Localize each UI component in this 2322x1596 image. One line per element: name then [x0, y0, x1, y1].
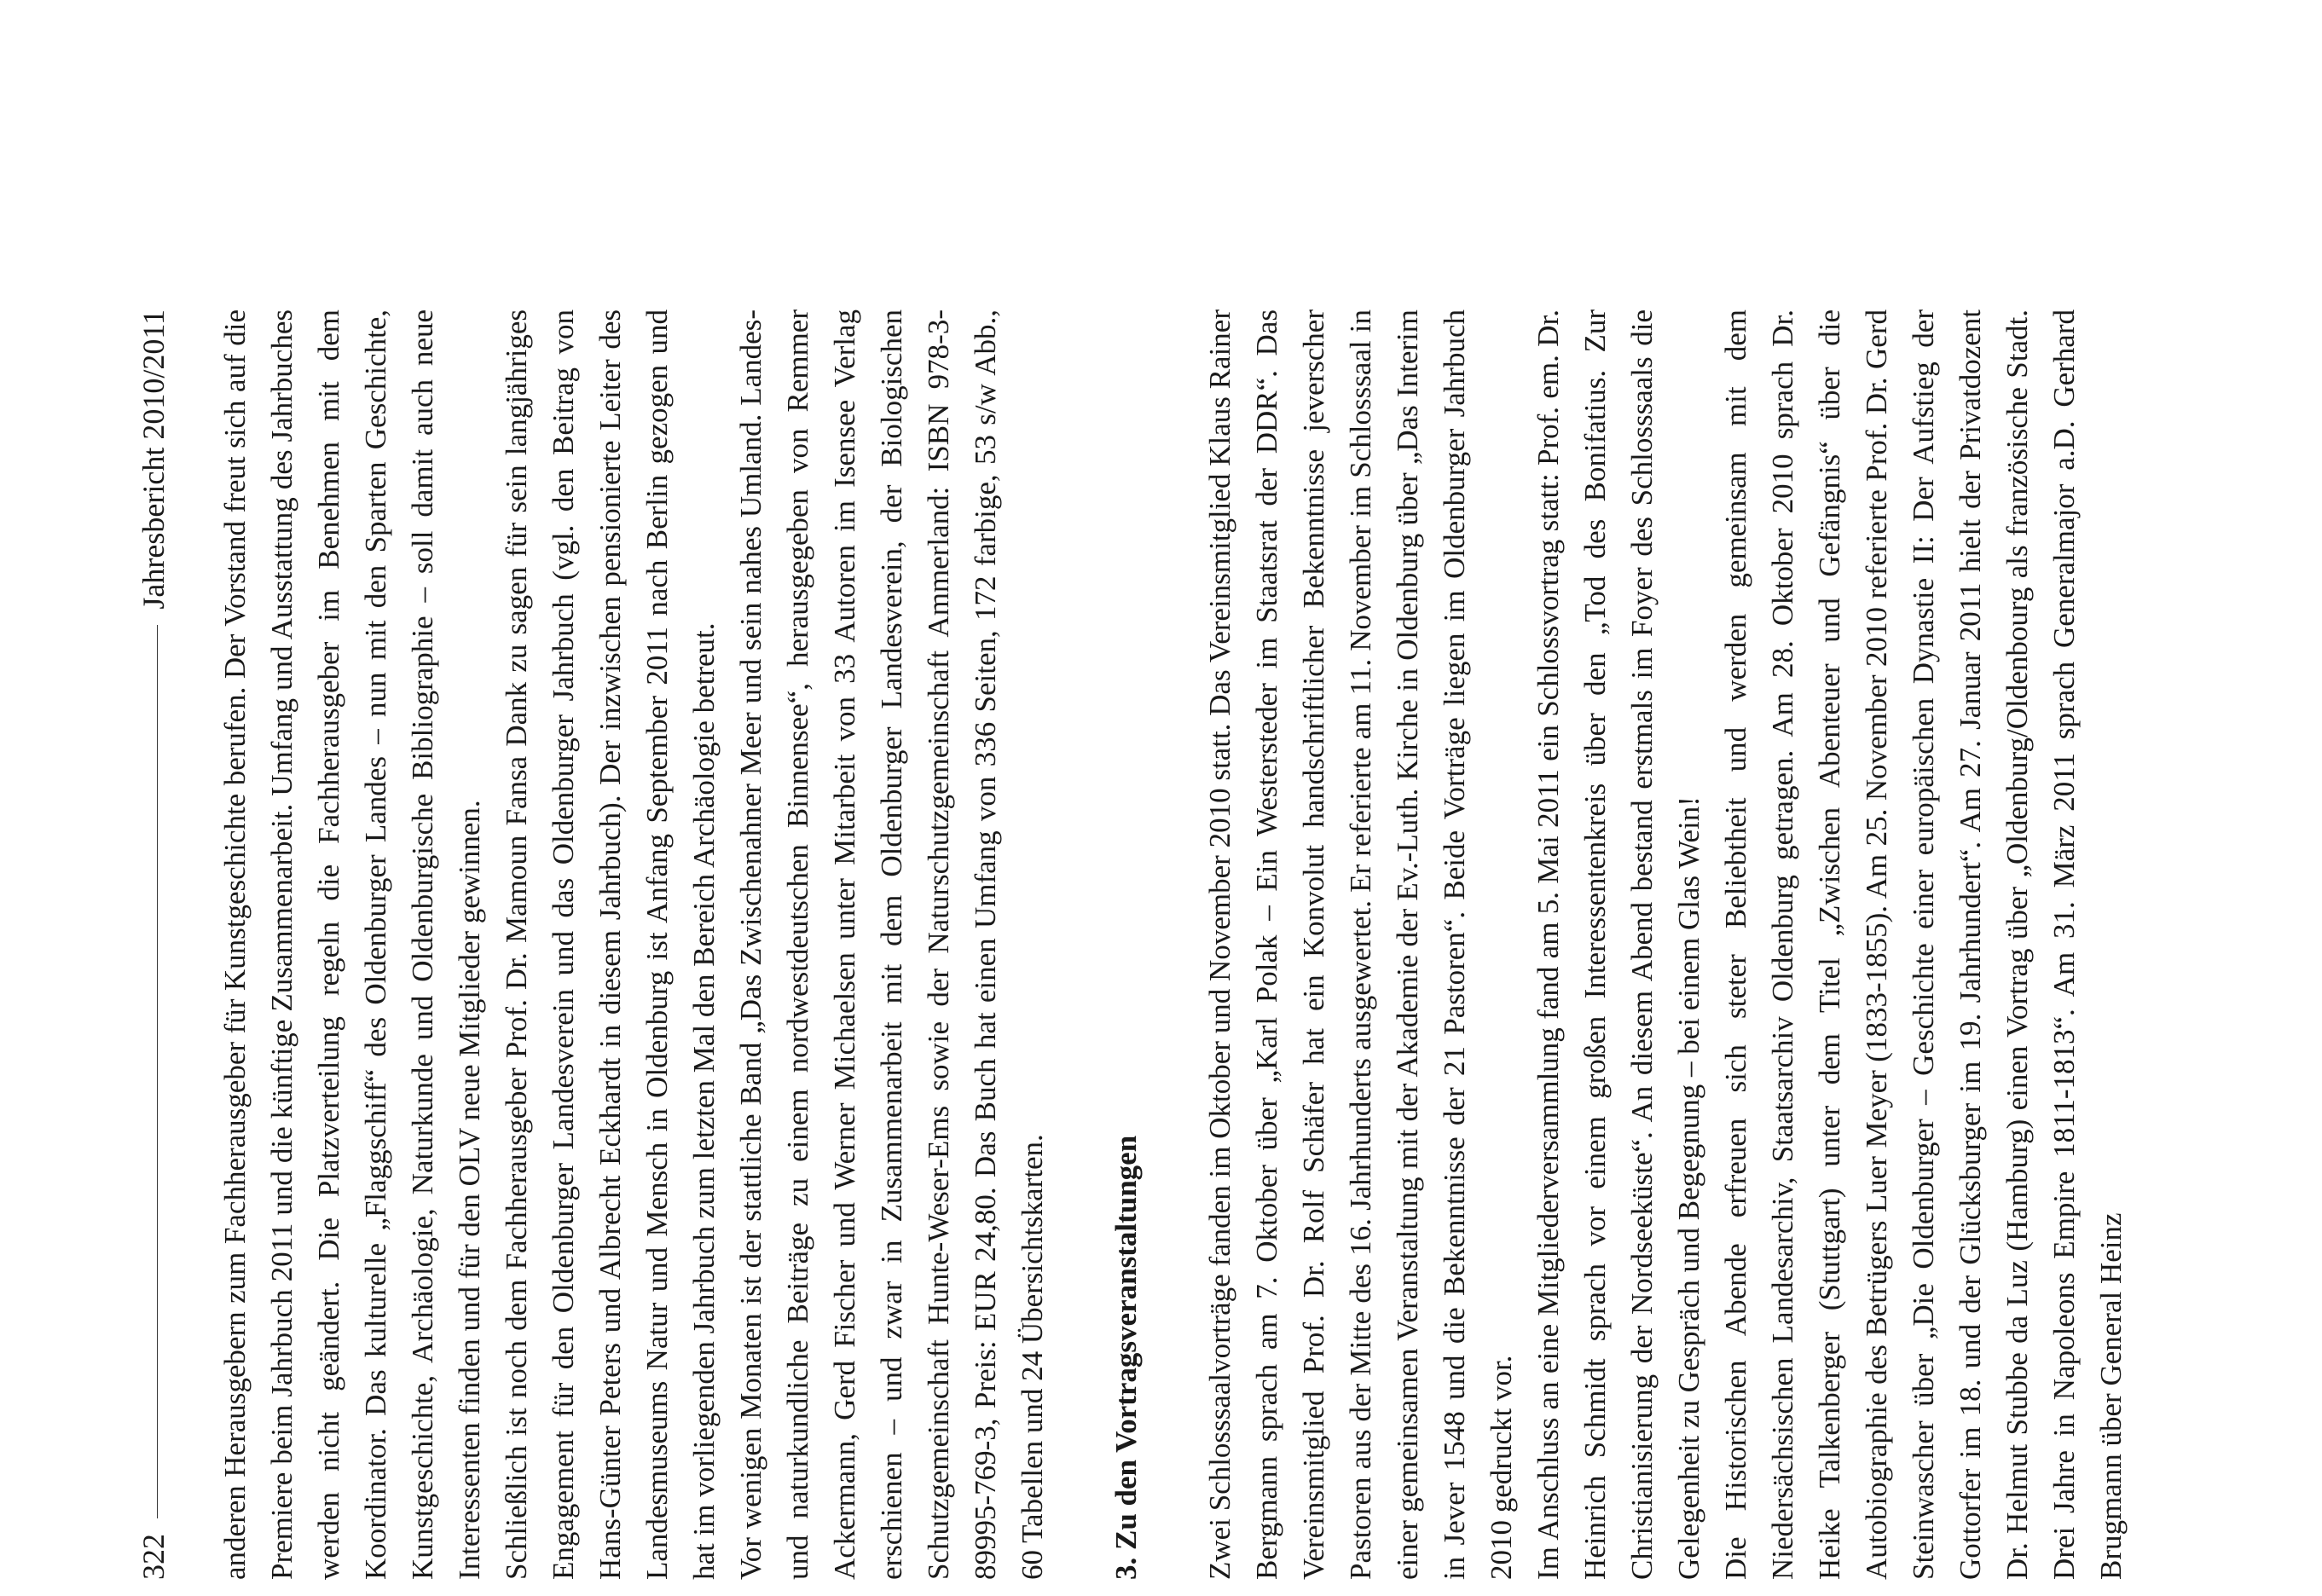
journal-title: Jahresbericht 2010/2011: [136, 309, 171, 610]
rotated-book-page: [128, 309, 2180, 1580]
paragraph-fansa: Schließlich ist noch dem Fachherausgeber Prof. Dr. Mamoun Fansa Dank zu sagen für sein langjähriges Engagement für den Oldenburger Landesverein und das Oldenburger Jahrbuch (vgl. den Beitrag von Hans-Günter Peters und Albrecht Eckhardt in diesem Jahrbuch). Der inzwischen pensionierte Leiter des Landesmuseums Natur und Mensch in Oldenburg ist Anfang September 2011 nach Berlin gezogen und hat im vorliegenden Jahrbuch zum letzten Mal den Bereich Archäologie betreut.: [500, 309, 721, 1580]
paragraph-mitgliederversammlung: Im Anschluss an eine Mitgliederversammlung fand am 5. Mai 2011 ein Schlossvortrag statt: Prof. em. Dr. Heinrich Schmidt sprach vor einem großen Interessentenkreis über den „Tod des Bonifatius. Zur Christianisierung der Nordseeküste“. An diesem Abend bestand erstmals im Foyer des Schlosssaals die Gelegenheit zu Gespräch und Begegnung – bei einem Glas Wein!: [1532, 309, 1705, 1580]
paragraph-schlosssaalvortraege: Zwei Schlosssaalvorträge fanden im Oktober und November 2010 statt. Das Vereinsmitglied Klaus Rainer Bergmann sprach am 7. Oktober über „Karl Polak – Ein Westersteder im Staatsrat der DDR“. Das Vereinsmitglied Prof. Dr. Rolf Schäfer hat ein Konvolut handschriftlicher Bekenntnisse jeverscher Pastoren aus der Mitte des 16. Jahrhunderts ausgewertet. Er referierte am 11. November im Schlosssaal in einer gemeinsamen Veranstaltung mit der Akademie der Ev.-Luth. Kirche in Oldenburg über „Das Interim in Jever 1548 und die Bekenntnisse der 21 Pastoren“. Beide Vorträge liegen im Oldenburger Jahrbuch 2010 gedruckt vor.: [1203, 309, 1518, 1580]
paragraph-flaggschiff: anderen Herausgebern zum Fachherausgeber für Kunstgeschichte berufen. Der Vorstand freut sich auf die Premiere beim Jahrbuch 2011 und die künftige Zusammenarbeit. Umfang und Ausstattung des Jahrbuches werden nicht geändert. Die Platzverteilung regeln die Fachherausgeber im Benehmen mit dem Koordinator. Das kulturelle „Flaggschiff“ des Oldenburger Landes – nun mit den Sparten Geschichte, Kunstgeschichte, Archäologie, Naturkunde und Oldenburgische Bibliographie – soll damit auch neue Interessenten finden und für den OLV neue Mitglieder gewinnen.: [218, 309, 486, 1580]
section-heading: 3. Zu den Vortragsveranstaltungen: [1109, 1135, 1143, 1580]
paragraph-historische-abende: Die Historischen Abende erfreuen sich steter Beliebtheit und werden gemeinsam mit dem Niedersächsischen Landesarchiv, Staatsarchiv Oldenburg getragen. Am 28. Oktober 2010 sprach Dr. Heike Talkenberger (Stuttgart) unter dem Titel „Zwischen Abenteuer und Gefängnis“ über die Autobiographie des Betrügers Luer Meyer (1833-1855). Am 25. November 2010 referierte Prof. Dr. Gerd Steinwascher über „Die Oldenburger – Geschichte einer europäischen Dynastie II: Der Aufstieg der Gottorfer im 18. und der Glücksburger im 19. Jahrhundert“. Am 27. Januar 2011 hielt der Privatdozent Dr. Helmut Stubbe da Luz (Hamburg) einen Vortrag über „Oldenburg/Oldenbourg als französische Stadt. Drei Jahre in Napoleons Empire 1811-1813“. Am 31. März 2011 sprach Generalmajor a.D. Gerhard Brugmann über General Heinz: [1719, 309, 2128, 1580]
running-head: [128, 309, 179, 1580]
paragraph-zwischenahner-meer: Vor wenigen Monaten ist der stattliche Band „Das Zwischenahner Meer und sein nahes Umland. Landes- und naturkundliche Beiträge zu einem nordwestdeutschen Binnensee“, herausgegeben von Remmer Ackermann, Gerd Fischer und Werner Michaelsen unter Mitarbeit von 33 Autoren im Isensee Verlag erschienen – und zwar in Zusammenarbeit mit dem Oldenburger Landesverein, der Biologischen Schutzgemeinschaft Hunte-Weser-Ems sowie der Naturschutzgemeinschaft Ammerland: ISBN 978-3-89995-769-3, Preis: EUR 24,80. Das Buch hat einen Umfang von 336 Seiten, 172 farbige, 53 s/w Abb., 60 Tabellen und 24 Übersichtskarten.: [734, 309, 1049, 1580]
page-number: 322: [136, 1534, 171, 1580]
text-body: [211, 309, 2173, 1580]
header-rule: [157, 625, 158, 1518]
